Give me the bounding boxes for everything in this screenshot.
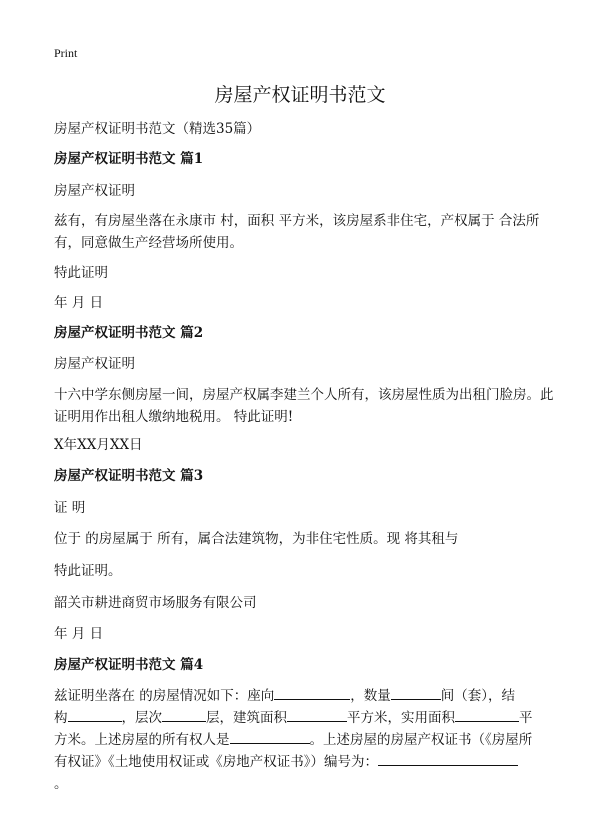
section-1-p2: 兹有，有房屋坐落在永康市 村，面积 平方米，该房屋系非住宅，产权属于 合法所有，同意做生产经营场所使用。 — [54, 213, 540, 251]
section-3-p1: 证 明 — [54, 500, 86, 516]
document-title: 房屋产权证明书范文 — [214, 84, 386, 106]
section-3-date: 年 月 日 — [54, 626, 104, 642]
section-4-line-5: 。 — [54, 776, 68, 792]
section-3-p3: 特此证明。 — [54, 563, 122, 579]
section-2-heading: 房屋产权证明书范文 篇2 — [54, 325, 204, 341]
section-1-p1: 房屋产权证明 — [54, 183, 135, 199]
section-4-line-1: 兹证明坐落在 的房屋情况如下：座向 ，数量 间（套），结 — [54, 685, 554, 707]
section-1-heading: 房屋产权证明书范文 篇1 — [54, 151, 204, 167]
section-1-p3: 特此证明 — [54, 265, 108, 281]
section-1-date: 年 月 日 — [54, 295, 104, 311]
section-3-heading: 房屋产权证明书范文 篇3 — [54, 468, 204, 484]
section-2-p2: 十六中学东侧房屋一间，房屋产权属李建兰个人所有，该房屋性质为出租门脸房。此证明用作出租人缴纳地税用。 特此证明! — [54, 387, 554, 425]
blank-field — [162, 707, 206, 722]
blank-field — [230, 729, 310, 744]
section-3-p2: 位于 的房屋属于 所有，属合法建筑物，为非住宅性质。现 将其租与 — [54, 531, 459, 547]
section-4-body — [54, 685, 554, 795]
section-3-company: 韶关市耕进商贸市场服务有限公司 — [54, 595, 257, 611]
section-4-line-4: 有权证》《土地使用权证或《房地产权证书》）编号为： — [54, 751, 554, 773]
blank-field — [455, 707, 519, 722]
print-link[interactable]: Print — [54, 46, 78, 60]
intro-line: 房屋产权证明书范文（精选35篇） — [54, 121, 261, 137]
section-2-date: X年XX月XX日 — [54, 437, 143, 453]
blank-field — [378, 751, 518, 766]
section-4-line-3: 方米。上述房屋的所有权人是 。上述房屋的房屋产权证书（《房屋所 — [54, 729, 554, 751]
section-4-heading: 房屋产权证明书范文 篇4 — [54, 657, 204, 673]
blank-field — [391, 685, 441, 700]
section-2-p1: 房屋产权证明 — [54, 356, 135, 372]
blank-field — [68, 707, 122, 722]
blank-field — [287, 707, 347, 722]
section-4-line-2: 构 ，层次 层，建筑面积 平方米，实用面积 平 — [54, 707, 554, 729]
blank-field — [274, 685, 350, 700]
